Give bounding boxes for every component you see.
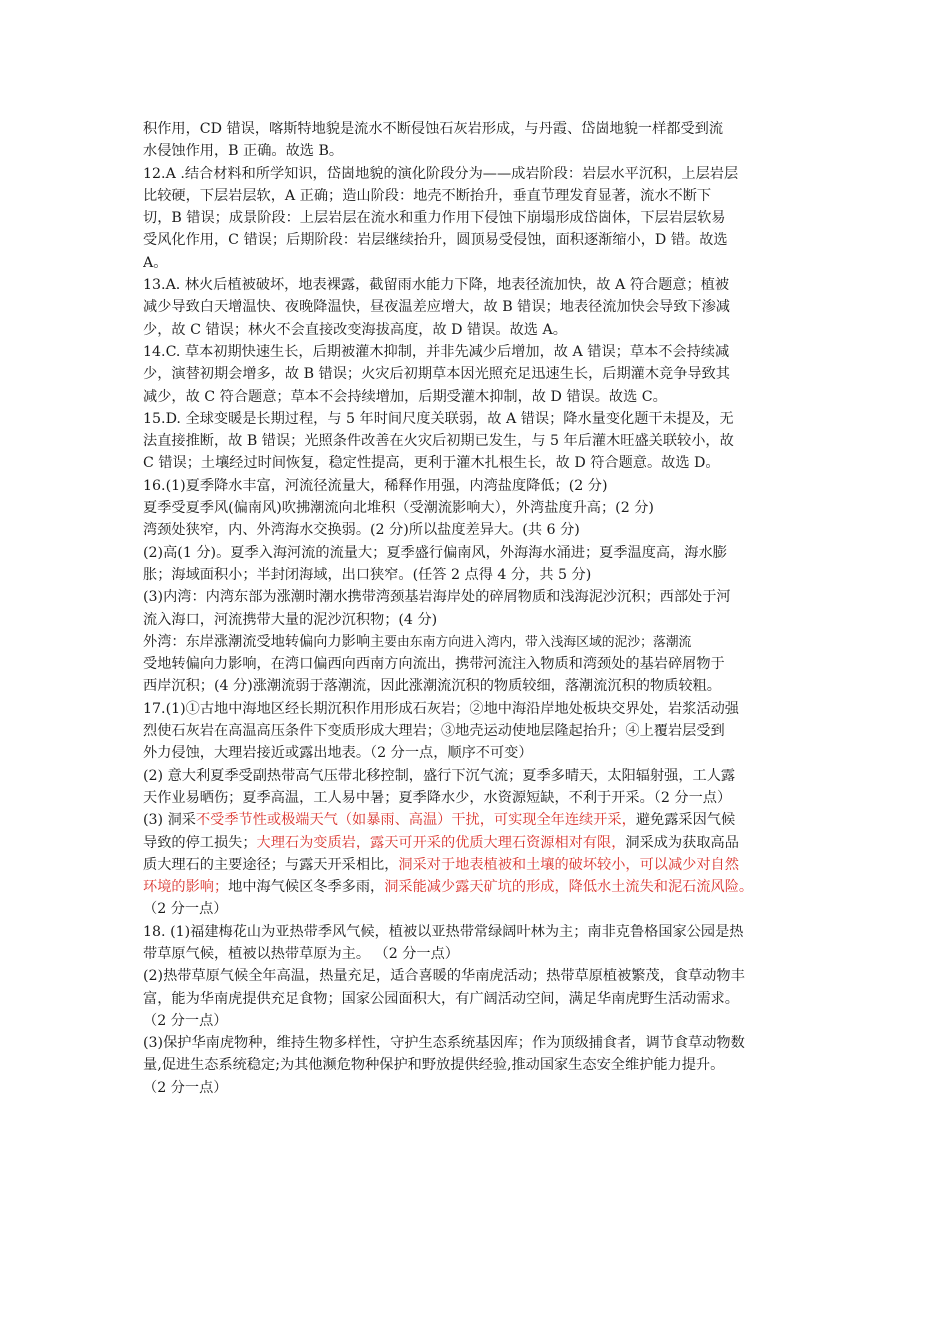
text-segment: 外湾：东岸涨潮流受地转偏向力影响主 (143, 633, 385, 650)
text-line: 少，故 C 错误；林火不会直接改变海拔高度，故 D 错误。故选 A。 (143, 321, 567, 338)
text-line: 烈使石灰岩在高温高压条件下变质形成大理岩；③地壳运动使地层隆起抬升；④上覆岩层受到 (143, 723, 725, 740)
text-line (143, 809, 815, 831)
text-line: 17.(1)①古地中海地区经长期沉积作用形成石灰岩；②地中海沿岸地处板块交界处，岩浆活动强 (143, 700, 739, 717)
text-line: 量,促进生态系统稳定;为其他濒危物种保护和野放提供经验,推动国家生态安全维护能力提升。 (143, 1057, 725, 1074)
text-line: 水侵蚀作用，B 正确。故选 B。 (143, 143, 344, 160)
text-line: (2) 意大利夏季受副热带高气压带北移控制，盛行下沉气流；夏季多晴天，太阳辐射强，工人露 (143, 767, 736, 784)
text-line: 减少导致白天增温快、夜晚降温快，昼夜温差应增大，故 B 错误；地表径流加快会导致下渗减 (143, 299, 730, 316)
text-segment: 要由东南方向进入湾内，带入浅海区域的泥沙；落潮流 (384, 634, 692, 650)
text-line: A。 (143, 254, 168, 271)
text-segment: (3) 洞采 (143, 812, 196, 829)
text-line: 13.A. 林火后植被破坏，地表裸露，截留雨水能力下降，地表径流加快，故 A 符合题意；植被 (143, 277, 730, 294)
text-line: 西岸沉积；(4 分)涨潮流弱于落潮流，因此涨潮流沉积的物质较细，落潮流沉积的物质较粗。 (143, 678, 721, 695)
text-line: 12.A .结合材料和所学知识，岱崮地貌的演化阶段分为——成岩阶段：岩层水平沉积，上层岩层 (143, 165, 739, 182)
text-line: (2)热带草原气候全年高温，热量充足，适合喜暖的华南虎活动；热带草原植被繁茂，食草动物丰 (143, 968, 745, 985)
text-line: 14.C. 草本初期快速生长，后期被灌木抑制，并非先减少后增加，故 A 错误；草本不会持续减 (143, 343, 730, 360)
text-line: (3)内湾：内湾东部为涨潮时潮水携带湾颈基岩海岸处的碎屑物质和浅海泥沙沉积；西部处于河 (143, 589, 731, 606)
text-line: 受风化作用，C 错误；后期阶段：岩层继续抬升，圆顶易受侵蚀，面积逐渐缩小，D 错。故选 (143, 232, 728, 249)
text-line (143, 631, 815, 653)
text-line: 外力侵蚀，大理岩接近或露出地表。（2 分一点，顺序不可变） (143, 745, 533, 762)
text-line: 天作业易晒伤；夏季高温，工人易中暑；夏季降水少，水资源短缺，不利于开采。（2 分一点） (143, 789, 732, 806)
highlighted-text: 环境的影响； (143, 879, 229, 896)
text-line: 受地转偏向力影响，在湾口偏西向西南方向流出，携带河流注入物质和湾颈处的基岩碎屑物于 (143, 656, 725, 673)
text-line: 湾颈处狭窄，内、外湾海水交换弱。(2 分)所以盐度差异大。(共 6 分) (143, 522, 580, 539)
text-line: 带草原气候，植被以热带草原为主。 （2 分一点） (143, 945, 459, 962)
text-segment: 地中海气候区冬季多雨， (228, 879, 385, 896)
answer-text-block (143, 118, 815, 1099)
text-line: C 错误；土壤经过时间恢复，稳定性提高，更利于灌木扎根生长，故 D 符合题意。故选 D。 (143, 455, 720, 472)
text-line: 16.(1)夏季降水丰富，河流径流量大，稀释作用强，内湾盐度降低；(2 分) (143, 477, 608, 494)
text-line: 切，B 错误；成景阶段：上层岩层在流水和重力作用下侵蚀下崩塌形成岱崮体，下层岩层软易 (143, 210, 726, 227)
highlighted-text: 洞采能减少露天矿坑的形成，降低水土流失和泥石流风险。 (384, 879, 754, 896)
text-line (143, 854, 815, 876)
text-line: (3)保护华南虎物种，维持生物多样性，守护生态系统基因库；作为顶级捕食者，调节食草动物数 (143, 1035, 745, 1052)
text-line (143, 876, 815, 898)
text-line: (2)高(1 分)。夏季入海河流的流量大；夏季盛行偏南风，外海海水涌进；夏季温度高，海水膨 (143, 544, 727, 561)
text-line: （2 分一点） (143, 1079, 228, 1096)
text-line: （2 分一点） (143, 901, 228, 918)
text-line (143, 832, 815, 854)
text-line: 法直接推断，故 B 错误；光照条件改善在火灾后初期已发生，与 5 年后灌木旺盛关联较小，故 (143, 433, 734, 450)
text-line: 比较硬，下层岩层软，A 正确；造山阶段：地壳不断抬升，垂直节理发育显著，流水不断下 (143, 187, 712, 204)
text-line: 胀；海域面积小；半封闭海域，出口狭窄。(任答 2 点得 4 分，共 5 分) (143, 566, 592, 583)
text-line: 少，演替初期会增多，故 B 错误；火灾后初期草本因光照充足迅速生长，后期灌木竞争导致其 (143, 366, 730, 383)
text-line: 富，能为华南虎提供充足食物；国家公园面积大，有广阔活动空间，满足华南虎野生活动需求。 (143, 990, 739, 1007)
text-line: 减少，故 C 符合题意；草本不会持续增加，后期受灌木抑制，故 D 错误。故选 C。 (143, 388, 667, 405)
text-line: 夏季受夏季风(偏南风)吹拂潮流向北堆积（受潮流影响大），外湾盐度升高；(2 分) (143, 500, 654, 517)
highlighted-text: 大理石为变质岩，露天可开采的优质大理石资源相对有限， (256, 834, 626, 851)
highlighted-text: 洞采对于地表植被和土壤的破坏较小，可以减少对自然 (398, 856, 739, 873)
highlighted-text: 不受季节性或极端天气（如暴雨、高温）干扰，可实现全年连续开采， (195, 812, 636, 829)
text-segment: 洞采成为获取高品 (625, 834, 739, 851)
text-segment: 质大理石的主要途径；与露天开采相比， (143, 856, 399, 873)
text-line: 积作用，CD 错误，喀斯特地貌是流水不断侵蚀石灰岩形成，与丹霞、岱崮地貌一样都受到流 (143, 121, 724, 137)
text-line: 18. (1)福建梅花山为亚热带季风气候，植被以亚热带常绿阔叶林为主；南非克鲁格国家公园是热 (143, 923, 744, 940)
text-line: 15.D. 全球变暖是长期过程，与 5 年时间尺度关联弱，故 A 错误；降水量变化题干未提及，无 (143, 410, 734, 427)
text-segment: 避免露采因气候 (635, 812, 736, 829)
text-line: （2 分一点） (143, 1012, 228, 1029)
text-line: 流入海口，河流携带大量的泥沙沉积物；(4 分) (143, 611, 438, 628)
text-segment: 导致的停工损失； (143, 834, 257, 851)
